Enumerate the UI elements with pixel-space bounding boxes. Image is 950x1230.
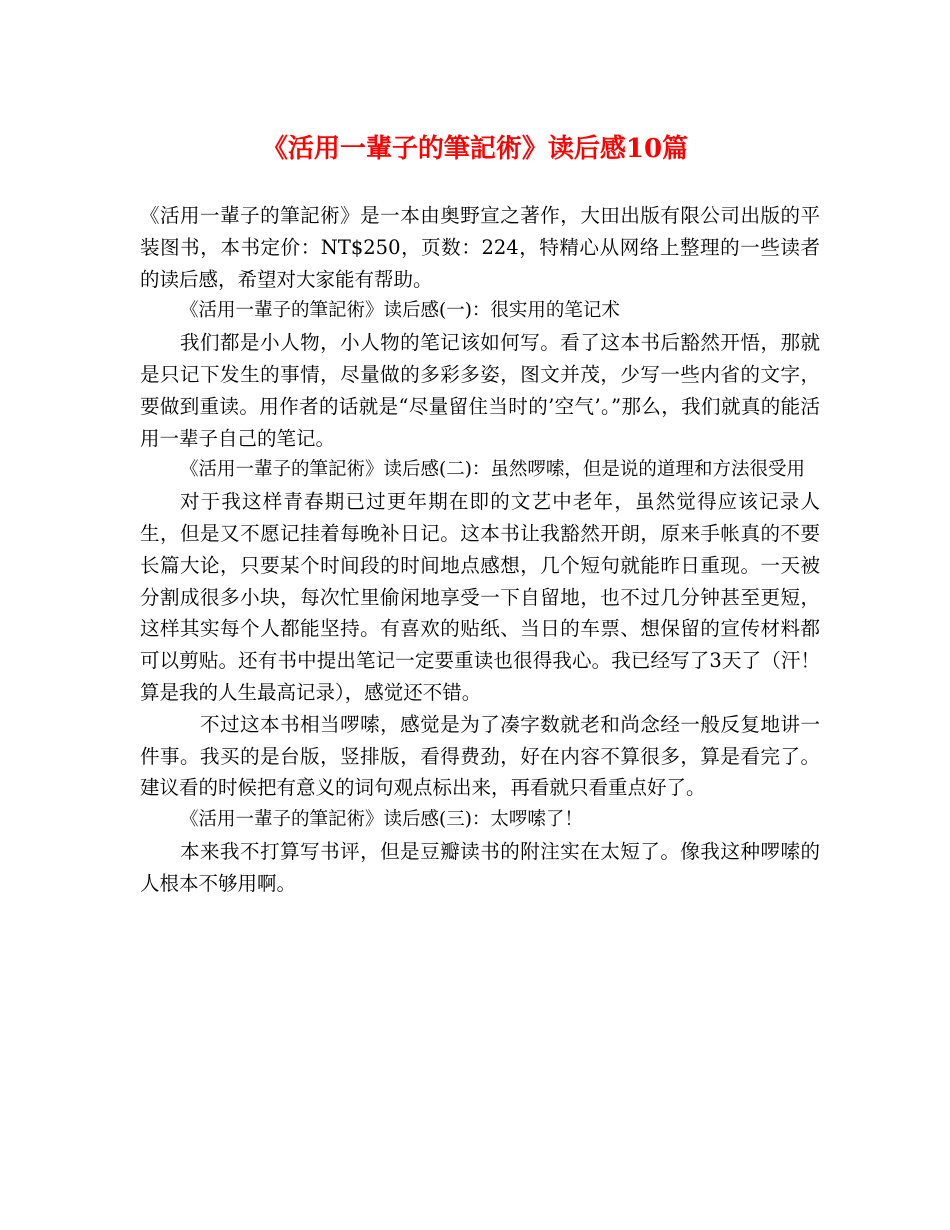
- section-2-paragraph-1: 对于我这样青春期已过更年期在即的文艺中老年，虽然觉得应该记录人生，但是又不愿记挂着每晚补日记。这本书让我豁然开朗，原来手帐真的不要长篇大论，只要某个时间段的时间地点感想，几个短句就能昨日重现。一天被分割成很多小块，每次忙里偷闲地享受一下自留地，也不过几分钟甚至更短，这样其实每个人都能坚持。有喜欢的贴纸、当日的车票、想保留的宣传材料都可以剪贴。还有书中提出笔记一定要重读也很得我心。我已经写了3天了（汗！算是我的人生最高记录），感觉还不错。: [140, 490, 820, 704]
- document-title: 《活用一輩子的筆記術》读后感10篇: [261, 134, 689, 164]
- section-1-paragraph-1: 我们都是小人物，小人物的笔记该如何写。看了这本书后豁然开悟，那就是只记下发生的事情，尽量做的多彩多姿，图文并茂，少写一些内省的文字，要做到重读。用作者的话就是“尽量留住当时的’空气’。”那么，我们就真的能活用一辈子自己的笔记。: [140, 331, 820, 450]
- document-body: [140, 200, 820, 900]
- section-2-paragraph-2: 不过这本书相当啰嗦，感觉是为了凑字数就老和尚念经一般反复地讲一件事。我买的是台版，竖排版，看得费劲，好在内容不算很多，算是看完了。建议看的时候把有意义的词句观点标出来，再看就只看重点好了。: [140, 712, 820, 800]
- section-heading-2: 《活用一輩子的筆記術》读后感(二)：虽然啰嗦，但是说的道理和方法很受用: [180, 459, 805, 481]
- section-heading-1: 《活用一輩子的筆記術》读后感(一)：很实用的笔记术: [180, 300, 620, 322]
- intro-paragraph: 《活用一輩子的筆記術》是一本由奥野宣之著作，大田出版有限公司出版的平装图书，本书定价：NT$250，页数：224，特精心从网络上整理的一些读者的读后感，希望对大家能有帮助。: [140, 204, 820, 291]
- section-3-paragraph-1: 本来我不打算写书评，但是豆瓣读书的附注实在太短了。像我这种啰嗦的人根本不够用啊。: [140, 839, 820, 895]
- section-heading-3: 《活用一輩子的筆記術》读后感(三)：太啰嗦了！: [180, 809, 583, 831]
